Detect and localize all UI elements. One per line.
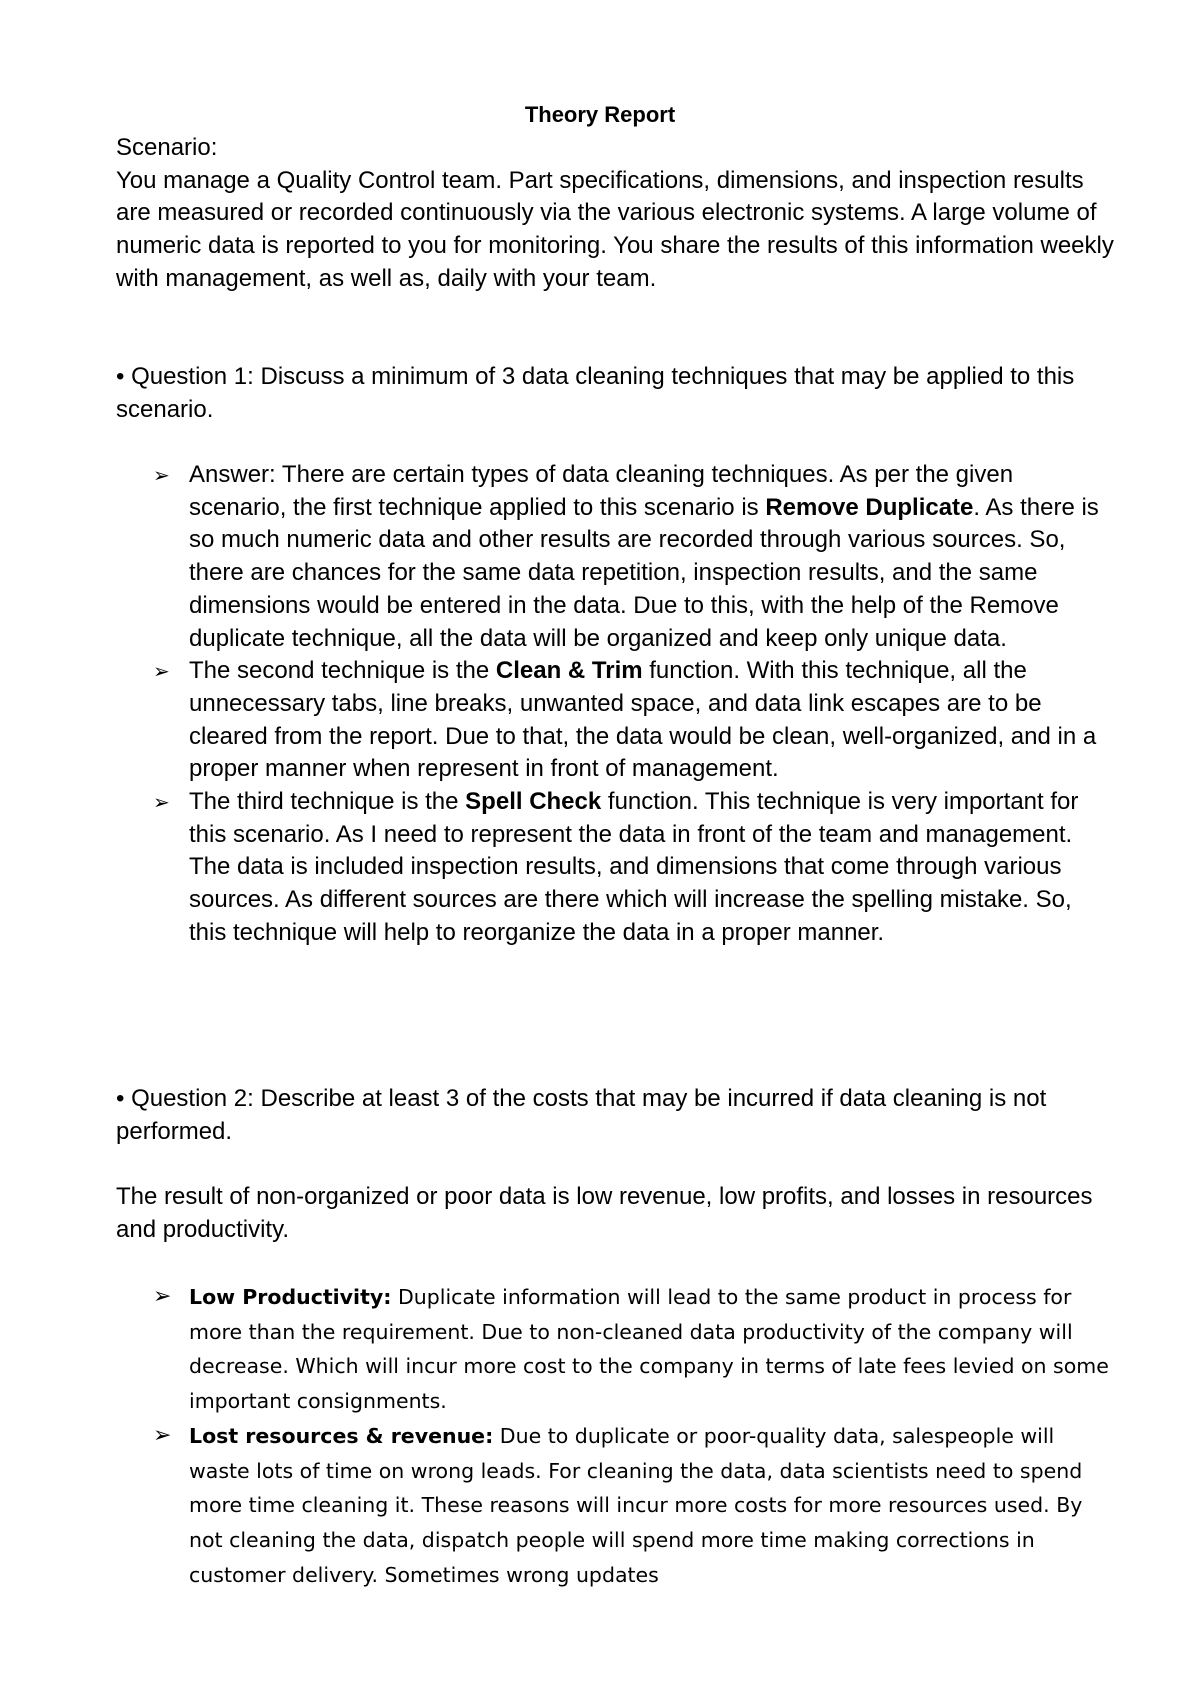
- page-title: Theory Report: [524, 102, 676, 127]
- answer-item: ➢ The third technique is the Spell Check function. This technique is very important for this scenario. As I need to represent the data in front of the team and management. The data is included inspection results, and dimensions that come through various sources. As different sources are there which will increase the spelling mistake. So, this technique will help to reorganize the data in a proper manner.: [153, 788, 1079, 946]
- cost-title: Low Productivity:: [189, 1285, 392, 1309]
- technique-name: Spell Check: [465, 788, 602, 816]
- technique-name: Remove Duplicate: [765, 493, 974, 521]
- cost-title: Lost resources & revenue:: [189, 1423, 494, 1448]
- cost-item: ➢ Low Productivity: Duplicate information will lead to the same product in process for more than the requirement. Due to non-cleaned data productivity of the company will decrease. Which will incur more cost to the company in terms of late fees levied on some important consignments.: [153, 1280, 1113, 1419]
- answer-item: ➢ The second technique is the Clean & Trim function. With this technique, all the unnecessary tabs, line breaks, unwanted space, and data link escapes are to be cleared from the report. Due to that, the data would be clean, well-organized, and in a proper manner when represent in front of management.: [153, 657, 1097, 783]
- arrow-bullet-icon: ➢: [153, 1284, 172, 1309]
- scenario-label: Scenario:: [116, 134, 218, 161]
- scenario-text: You manage a Quality Control team. Part specifications, dimensions, and inspection results are measured or recorded continuously via the various electronic systems. A large volume of numeric data is reported to you for monitoring. You share the results of this information weekly with management, as well as, daily with your team.: [116, 166, 1114, 292]
- arrow-bullet-icon: ➢: [153, 790, 170, 815]
- question-1: [116, 361, 1116, 426]
- question-2-intro: [116, 1181, 1116, 1246]
- cost-item: ➢ Lost resources & revenue: Due to duplicate or poor-quality data, salespeople will waste lots of time on wrong leads. For cleaning the data, data scientists need to spend more time cleaning it. These reasons will incur more costs for more resources used. By not cleaning the data, dispatch people will spend more time making corrections in customer delivery. Sometimes wrong updates: [153, 1419, 1113, 1593]
- question-1-answers: [153, 459, 1113, 950]
- arrow-bullet-icon: ➢: [153, 659, 170, 684]
- answer-item: ➢ Answer: There are certain types of data cleaning techniques. As per the given scenario, the first technique applied to this scenario is Remove Duplicate. As there is so much numeric data and other results are recorded through various sources. So, there are chances for the same data repetition, inspection results, and the same dimensions would be entered in the data. Due to this, with the help of the Remove duplicate technique, all the data will be organized and keep only unique data.: [153, 461, 1099, 652]
- question-2-text: • Question 2: Describe at least 3 of the costs that may be incurred if data cleaning is not performed.: [116, 1085, 1047, 1145]
- arrow-bullet-icon: ➢: [153, 463, 170, 487]
- question-2: [116, 1083, 1116, 1148]
- costs-list: [153, 1280, 1113, 1592]
- scenario-section: [116, 132, 1116, 296]
- technique-name: Clean & Trim: [495, 657, 643, 685]
- arrow-bullet-icon: ➢: [153, 1422, 172, 1448]
- question-1-text: • Question 1: Discuss a minimum of 3 data cleaning techniques that may be applied to this scenario.: [116, 363, 1075, 423]
- question-2-intro-text: The result of non-organized or poor data is low revenue, low profits, and losses in resources and productivity.: [116, 1183, 1093, 1243]
